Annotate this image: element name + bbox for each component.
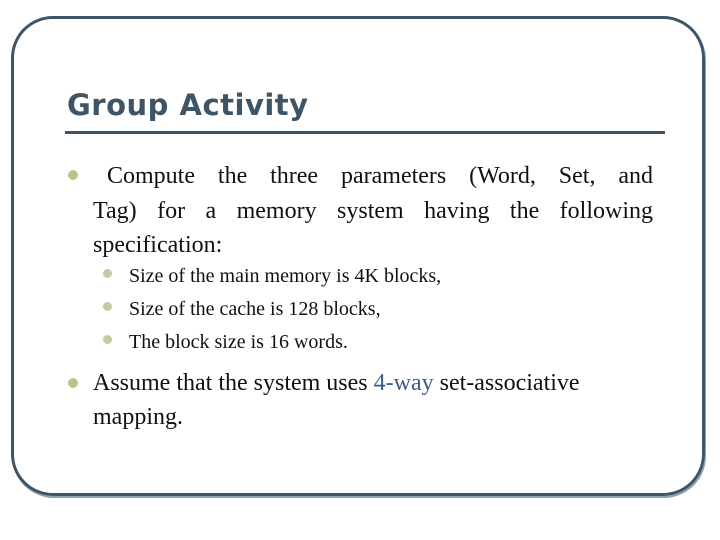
- item2-highlight: 4-way: [373, 370, 434, 396]
- item1-line-1: Compute the three parameters (Word, Set, and: [107, 163, 653, 189]
- bullet-item-2: [93, 366, 663, 434]
- bullet-icon: [68, 378, 78, 388]
- bullet-icon: [68, 170, 78, 180]
- title-underline: [65, 131, 665, 134]
- sub-bullet-icon: [103, 335, 112, 344]
- slide-title: Group Activity: [67, 88, 309, 122]
- sub-bullet-icon: [103, 269, 112, 278]
- item1-line-2: Tag) for a memory system having the following: [93, 197, 653, 224]
- item2-text-after: set-associative: [433, 370, 580, 396]
- item1-line-3: specification:: [93, 232, 223, 258]
- sub-item-text: Size of the main memory is 4K blocks,: [129, 265, 442, 287]
- sub-bullet-icon: [103, 302, 112, 311]
- bullet-item-1: [93, 159, 653, 263]
- item2-text-before: Assume that the system uses: [93, 370, 374, 396]
- sub-item-text: Size of the cache is 128 blocks,: [129, 298, 381, 320]
- sub-item-text: The block size is 16 words.: [129, 331, 348, 353]
- item2-line-2: mapping.: [93, 404, 183, 430]
